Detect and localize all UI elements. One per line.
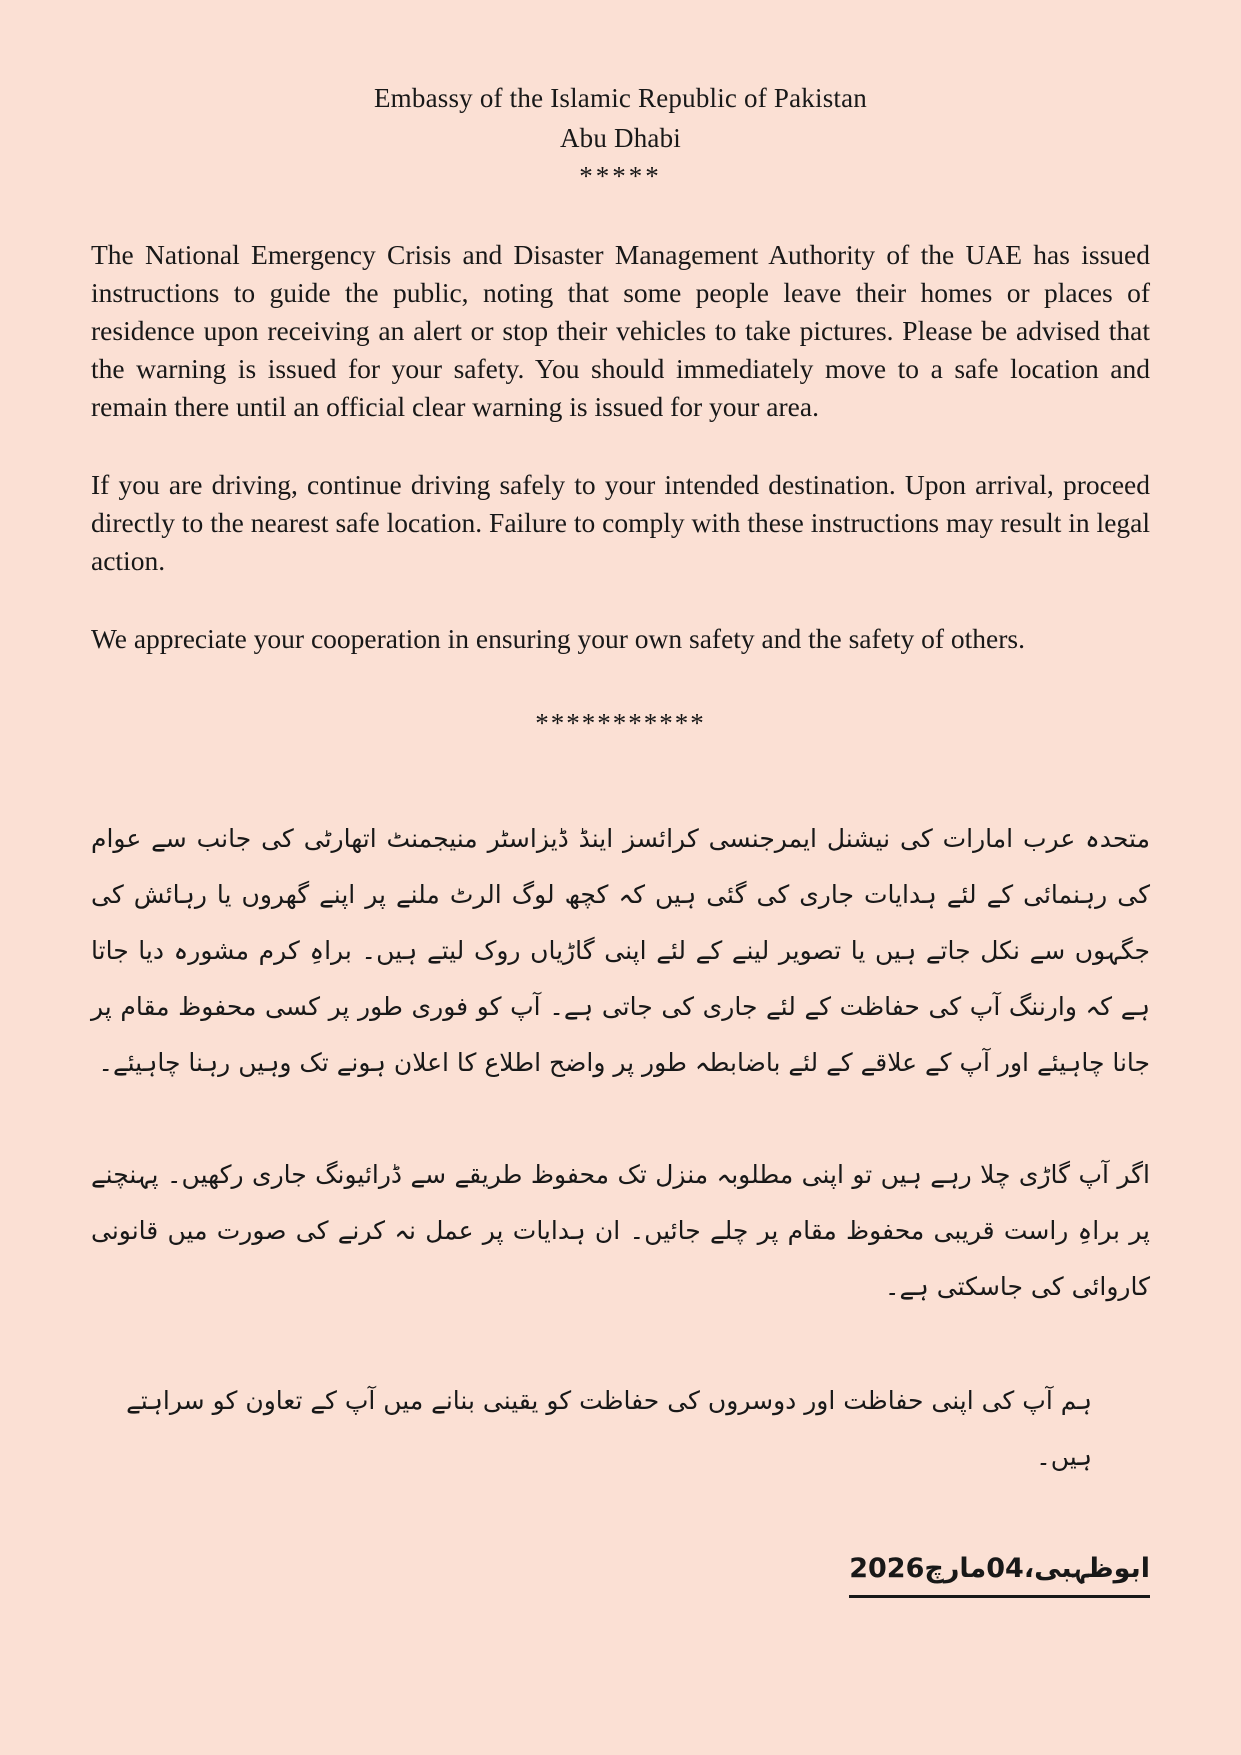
date-row <box>91 1547 1150 1598</box>
dateline-abu-dhabi-04-march-2026: ابوظہبی،04مارچ2026 <box>849 1547 1150 1598</box>
urdu-paragraph-3: ہم آپ کی اپنی حفاظت اور دوسروں کی حفاظت کو یقینی بنانے میں آپ کے تعاون کو سراہتے ہیں۔ <box>126 1386 1092 1471</box>
english-paragraph-2: If you are driving, continue driving safely to your intended destination. Upon arrival, proceed directly to the nearest safe location. Failure to comply with these instructions may result in legal action. <box>91 469 1150 576</box>
embassy-city: Abu Dhabi <box>559 123 682 153</box>
english-paragraph-3: We appreciate your cooperation in ensuring your own safety and the safety of others. <box>91 623 1025 654</box>
urdu-paragraph-1: متحدہ عرب امارات کی نیشنل ایمرجنسی کرائسز اینڈ ڈیزاسٹر منیجمنٹ اتھارٹی کی جانب سے عوام کی رہنمائی کے لئے ہدایات جاری کی گئی ہیں کہ کچھ لوگ الرٹ ملنے پر اپنے گھروں یا رہائش کی جگہوں سے نکل جاتے ہیں یا تصویر لینے کے لئے اپنی گاڑیاں روک لیتے ہیں۔ براہِ کرم مشورہ دیا جاتا ہے کہ وارننگ آپ کی حفاظت کے لئے جاری کی جاتی ہے۔ آپ کو فوری طور پر کسی محفوظ مقام پر جانا چاہیئے اور آپ کے علاقے کے لئے باضابطہ طور پر واضح اطلاع کا اعلان ہونے تک وہیں رہنا چاہیئے۔ <box>91 824 1150 1077</box>
urdu-paragraph-2: اگر آپ گاڑی چلا رہے ہیں تو اپنی مطلوبہ منزل تک محفوظ طریقے سے ڈرائیونگ جاری رکھیں۔ پہنچنے پر براہِ راست قریبی محفوظ مقام پر چلے جائیں۔ ان ہدایات پر عمل نہ کرنے کی صورت میں قانونی کاروائی کی جاسکتی ہے۔ <box>91 1160 1150 1301</box>
asterisk-separator: *********** <box>535 708 706 738</box>
header-asterisk-separator: ***** <box>579 161 662 191</box>
english-paragraph-1: The National Emergency Crisis and Disaster Management Authority of the UAE has issued instructions to guide the public, noting that some people leave their homes or places of residence upon receiving an alert or stop their vehicles to take pictures. Please be advised that the warning is issued for your safety. You should immediately move to a safe location and remain there until an official clear warning is issued for your area. <box>91 239 1150 422</box>
letterhead <box>91 78 1150 194</box>
embassy-title: Embassy of the Islamic Republic of Pakistan <box>373 83 867 113</box>
